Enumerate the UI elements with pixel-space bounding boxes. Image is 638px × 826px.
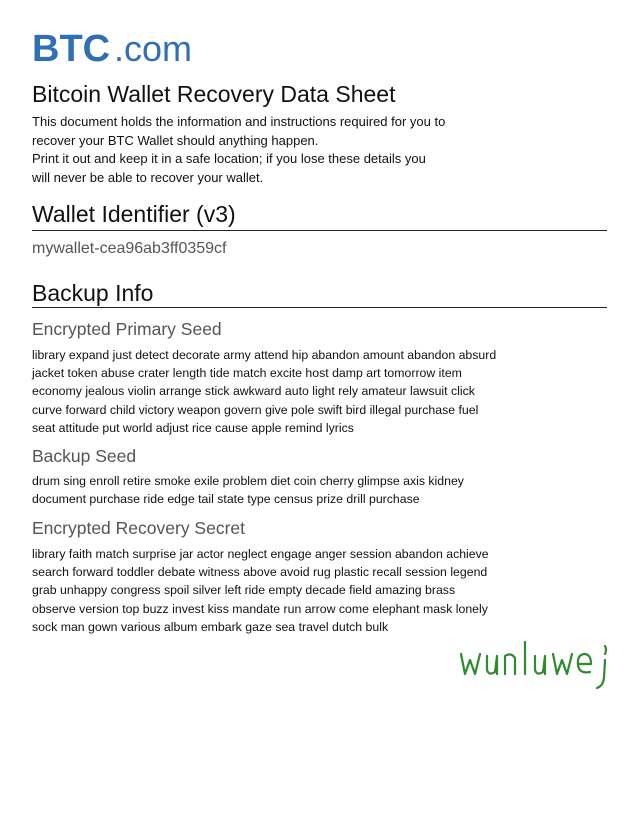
logo-text-main: BTC: [32, 28, 111, 70]
seed-line: drum sing enroll retire smoke exile problem diet coin cherry glimpse axis kidney: [32, 474, 464, 488]
seed-line: document purchase ride edge tail state type census prize drill purchase: [32, 492, 420, 507]
encrypted-recovery-secret-heading: Encrypted Recovery Secret: [32, 518, 246, 538]
secret-line: search forward toddler debate witness above avoid rug plastic recall session legend: [32, 565, 488, 580]
btc-logo-mark: [32, 26, 202, 70]
seed-line: library expand just detect decorate army attend hip abandon amount abandon absurd: [32, 348, 497, 362]
encrypted-primary-seed-words: [32, 346, 612, 437]
section-divider: [32, 230, 607, 231]
seed-line: jacket token abuse crater length tide match excite host damp art tomorrow item: [32, 366, 462, 381]
seed-line: curve forward child victory weapon govern give pole swift bird illegal purchase fuel: [32, 402, 479, 417]
intro-line: will never be able to recover your wallet.: [32, 169, 264, 185]
signature-strokes: [455, 630, 625, 692]
backup-seed-heading: Backup Seed: [32, 446, 137, 466]
backup-info-heading: Backup Info: [32, 280, 154, 306]
secret-line: grab unhappy congress spoil silver left ride empty decade field amazing brass: [32, 583, 456, 598]
encrypted-recovery-secret-words: [32, 545, 612, 636]
intro-line: This document holds the information and instructions required for you to: [32, 114, 446, 129]
secret-line: observe version top buzz invest kiss mandate run arrow come elephant mask lonely: [32, 601, 488, 616]
intro-line: recover your BTC Wallet should anything happen.: [32, 132, 319, 148]
intro-line: Print it out and keep it in a safe location; if you lose these details you: [32, 151, 426, 166]
wallet-identifier-value: mywallet-cea96ab3ff0359cf: [32, 240, 227, 257]
section-divider: [32, 307, 607, 308]
seed-line: economy jealous violin arrange stick awkward auto light rely amateur lawsuit click: [32, 384, 475, 399]
secret-line: sock man gown various album embark gaze sea travel dutch bulk: [32, 619, 389, 634]
encrypted-primary-seed-heading: Encrypted Primary Seed: [32, 319, 222, 339]
logo-text-suffix: .com: [114, 28, 193, 69]
intro-text: [32, 113, 592, 187]
wallet-identifier-heading: Wallet Identifier (v3): [32, 201, 236, 227]
backup-seed-words: [32, 472, 612, 508]
handwritten-signature: [455, 630, 625, 692]
document-title: Bitcoin Wallet Recovery Data Sheet: [32, 81, 396, 107]
btc-logo: [32, 26, 202, 70]
secret-line: library faith match surprise jar actor neglect engage anger session abandon achieve: [32, 547, 489, 561]
seed-line: seat attitude put world adjust rice cause apple remind lyrics: [32, 420, 354, 435]
